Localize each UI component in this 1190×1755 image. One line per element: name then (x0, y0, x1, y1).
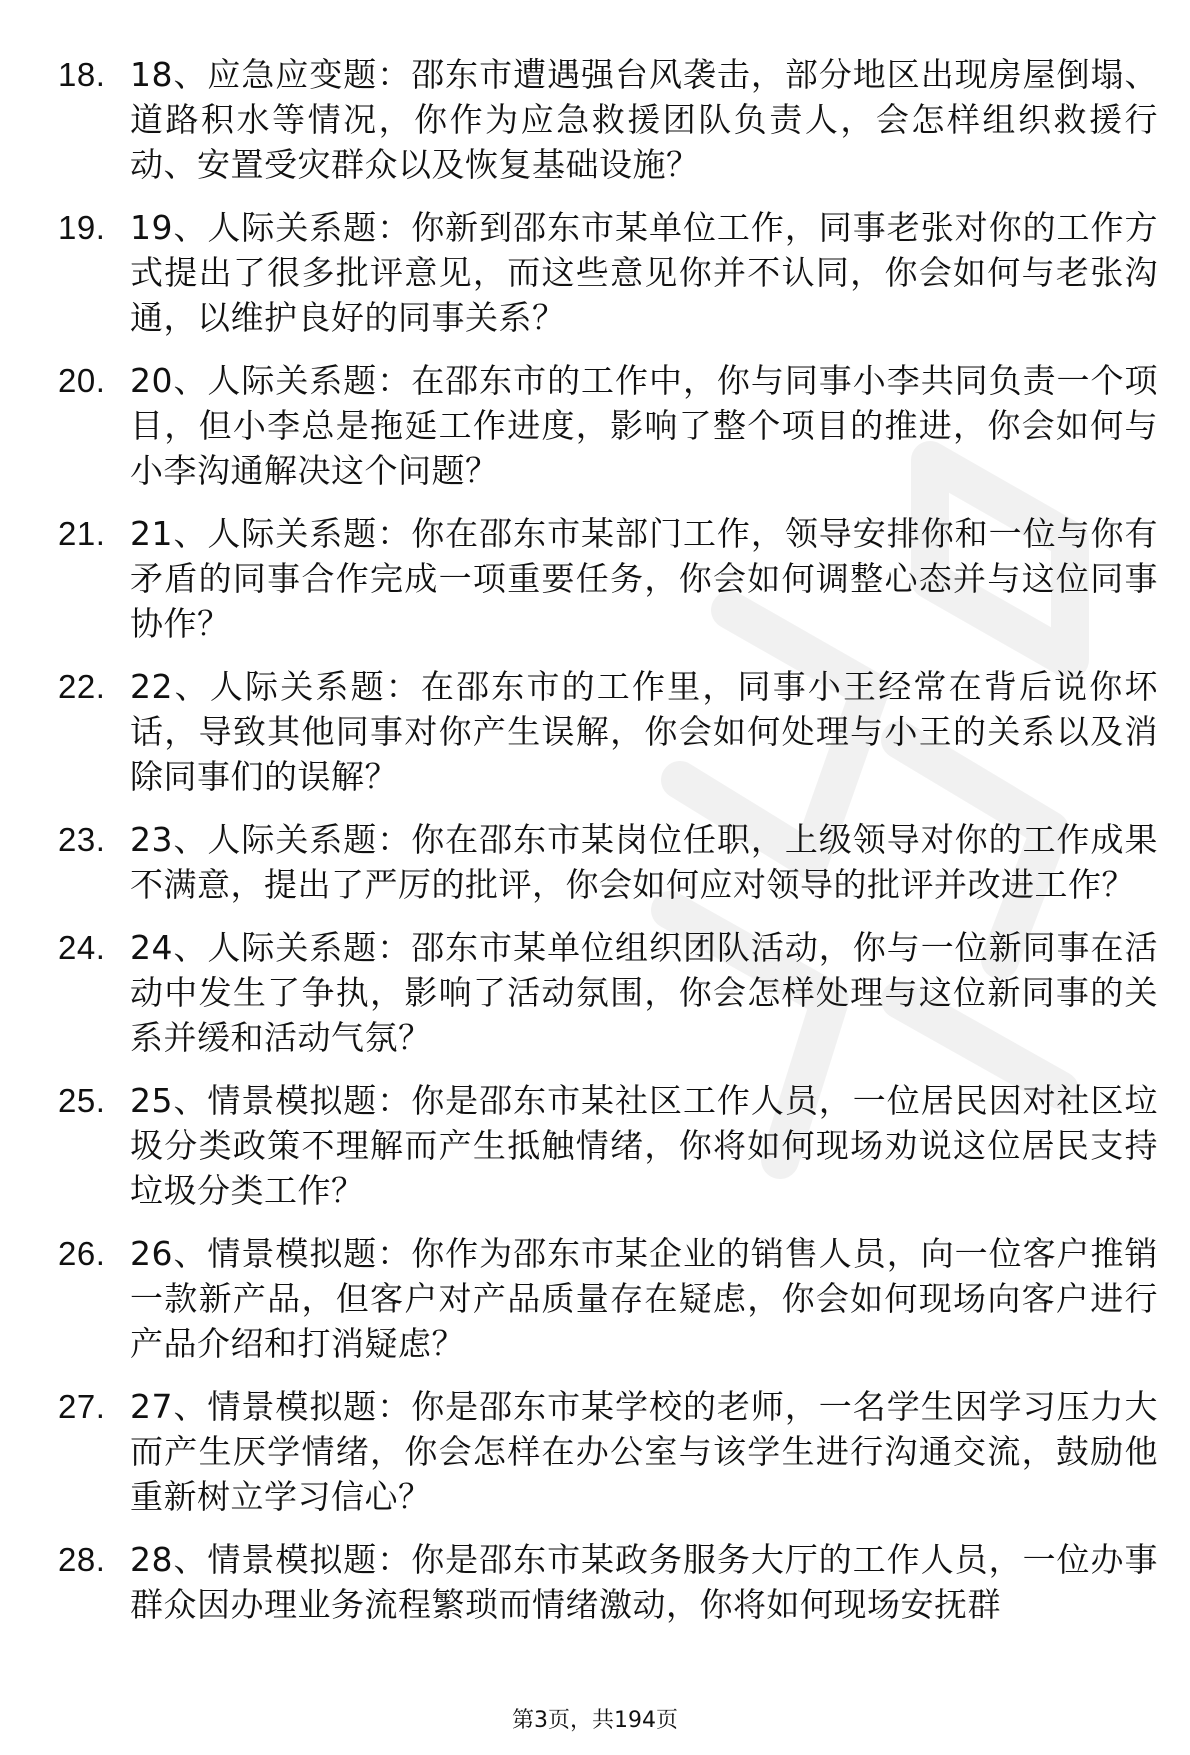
list-item (58, 358, 1158, 493)
list-item-number: 24. (58, 929, 106, 966)
list-item-text: 25、情景模拟题：你是邵东市某社区工作人员，一位居民因对社区垃圾分类政策不理解而产生抵触情绪，你将如何现场劝说这位居民支持垃圾分类工作？ (130, 1081, 1158, 1210)
list-item (58, 205, 1158, 340)
list-item-number: 20. (58, 362, 106, 399)
list-item-number: 19. (58, 209, 106, 246)
list-item (58, 1078, 1158, 1213)
page-number-label: 第3页，共194页 (512, 1708, 678, 1733)
list-item-number: 22. (58, 668, 106, 705)
list-item-number: 25. (58, 1082, 106, 1119)
list-item (58, 1384, 1158, 1519)
list-item-number: 23. (58, 821, 106, 858)
list-item-number: 27. (58, 1388, 106, 1425)
list-item-number: 26. (58, 1235, 106, 1272)
list-item-text: 26、情景模拟题：你作为邵东市某企业的销售人员，向一位客户推销一款新产品，但客户对产品质量存在疑虑，你会如何现场向客户进行产品介绍和打消疑虑？ (130, 1234, 1158, 1363)
page-footer (0, 1707, 1190, 1735)
list-item-text: 27、情景模拟题：你是邵东市某学校的老师，一名学生因学习压力大而产生厌学情绪，你会怎样在办公室与该学生进行沟通交流，鼓励他重新树立学习信心？ (130, 1387, 1158, 1516)
list-item-number: 28. (58, 1541, 106, 1578)
list-item (58, 511, 1158, 646)
list-item-text: 18、应急应变题：邵东市遭遇强台风袭击，部分地区出现房屋倒塌、道路积水等情况，你作为应急救援团队负责人，会怎样组织救援行动、安置受灾群众以及恢复基础设施？ (130, 55, 1158, 184)
list-item-number: 18. (58, 56, 106, 93)
list-item (58, 1537, 1158, 1627)
list-item-number: 21. (58, 515, 106, 552)
list-item (58, 817, 1158, 907)
list-item (58, 1231, 1158, 1366)
list-item-text: 21、人际关系题：你在邵东市某部门工作，领导安排你和一位与你有矛盾的同事合作完成一项重要任务，你会如何调整心态并与这位同事协作？ (130, 514, 1158, 643)
list-item-text: 28、情景模拟题：你是邵东市某政务服务大厅的工作人员，一位办事群众因办理业务流程繁琐而情绪激动，你将如何现场安抚群 (130, 1540, 1158, 1624)
list-item (58, 925, 1158, 1060)
list-item (58, 664, 1158, 799)
list-item-text: 20、人际关系题：在邵东市的工作中，你与同事小李共同负责一个项目，但小李总是拖延工作进度，影响了整个项目的推进，你会如何与小李沟通解决这个问题？ (130, 361, 1158, 490)
list-item-text: 22、人际关系题：在邵东市的工作里，同事小王经常在背后说你坏话，导致其他同事对你产生误解，你会如何处理与小王的关系以及消除同事们的误解？ (130, 667, 1158, 796)
list-item-text: 24、人际关系题：邵东市某单位组织团队活动，你与一位新同事在活动中发生了争执，影响了活动氛围，你会怎样处理与这位新同事的关系并缓和活动气氛？ (130, 928, 1158, 1057)
list-item-text: 19、人际关系题：你新到邵东市某单位工作，同事老张对你的工作方式提出了很多批评意见，而这些意见你并不认同，你会如何与老张沟通，以维护良好的同事关系？ (130, 208, 1158, 337)
list-item (58, 52, 1158, 187)
list-item-text: 23、人际关系题：你在邵东市某岗位任职，上级领导对你的工作成果不满意，提出了严厉的批评，你会如何应对领导的批评并改进工作？ (130, 820, 1158, 904)
question-list (58, 52, 1158, 1645)
